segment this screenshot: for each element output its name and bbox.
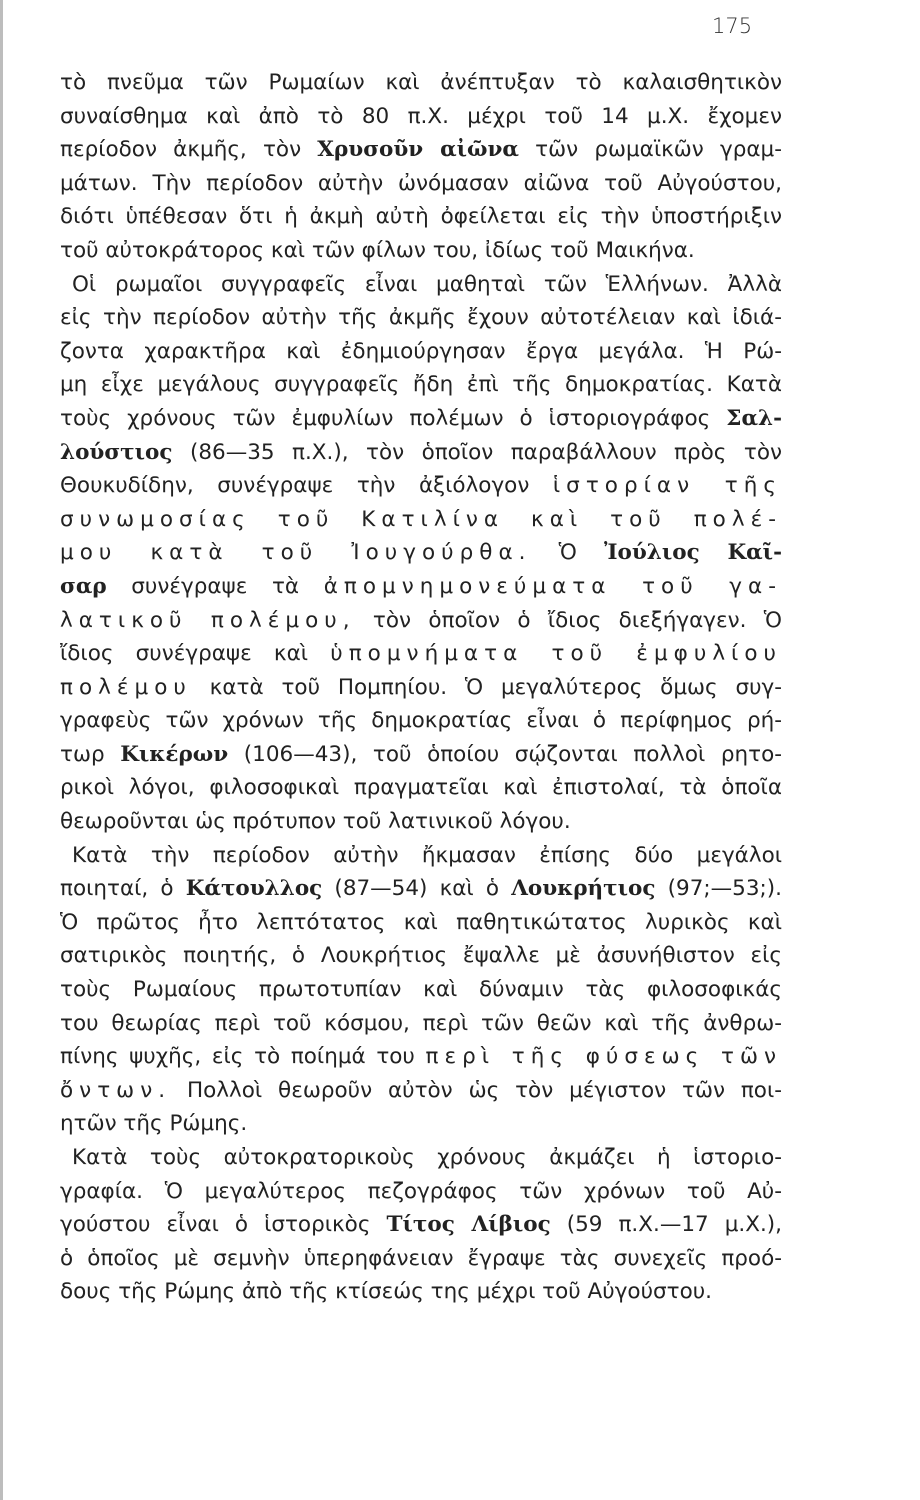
text-line	[60, 1242, 782, 1276]
text-line	[60, 637, 782, 671]
text-segment: εἰς τὴν περίοδον αὐτὴν τῆς ἀκμῆς ἔχουν αὐτοτέλειαν καὶ ἰδιά-	[60, 305, 782, 331]
text-line	[60, 906, 782, 940]
text-segment: (59 π.Χ.—17 μ.Χ.),	[550, 1212, 783, 1238]
bold-term: Σαλ-	[726, 405, 782, 431]
text-segment: τὸν ὁποῖον ὁ ἴδιος διεξήγαγεν. Ὁ	[355, 607, 783, 633]
text-segment: γούστου εἶναι ὁ ἱστορικὸς	[60, 1212, 387, 1238]
text-segment: γραφία. Ὁ μεγαλύτερος πεζογράφος τῶν χρόνων τοῦ Αὐ-	[60, 1178, 782, 1204]
text-line	[60, 301, 782, 335]
text-line	[60, 1175, 782, 1209]
text-segment: Ὁ πρῶτος ἦτο λεπτότατος καὶ παθητικώτατος λυρικὸς καὶ	[60, 909, 782, 935]
text-line	[60, 1208, 782, 1242]
page-number: 175	[712, 14, 753, 38]
text-segment: του θεωρίας περὶ τοῦ κόσμου, περὶ τῶν θεῶν καὶ τῆς ἀνθρω-	[60, 1010, 782, 1036]
spaced-title: ἱστορίαν τῆς	[552, 473, 782, 499]
text-segment: (86—35 π.Χ.), τὸν ὁποῖον παραβάλλουν πρὸς τὸν	[172, 439, 782, 465]
text-segment: ζοντα χαρακτῆρα καὶ ἐδημιούργησαν ἔργα μεγάλα. Ἡ Ρώ-	[60, 338, 782, 364]
text-segment: τοὺς χρόνους τῶν ἐμφυλίων πολέμων ὁ ἱστοριογράφος	[60, 405, 727, 431]
text-segment: διότι ὑπέθεσαν ὅτι ἡ ἀκμὴ αὐτὴ ὀφείλεται εἰς τὴν ὑποστήριξιν	[60, 204, 782, 230]
spaced-title: ὄντων.	[60, 1077, 172, 1103]
text-segment: μάτων. Τὴν περίοδον αὐτὴν ὠνόμασαν αἰῶνα τοῦ Αὐγούστου,	[60, 170, 782, 196]
text-segment: τοὺς Ρωμαίους πρωτοτυπίαν καὶ δύναμιν τὰς φιλοσοφικάς	[60, 977, 782, 1003]
text-line	[60, 1040, 782, 1074]
text-segment: Οἱ ρωμαῖοι συγγραφεῖς εἶναι μαθηταὶ τῶν Ἑλλήνων. Ἀλλὰ	[72, 271, 782, 297]
text-segment: Ὁ	[531, 540, 604, 566]
spaced-title: ὑπομνήματα τοῦ ἐμφυλίου	[330, 641, 782, 667]
text-segment: γραφεὺς τῶν χρόνων τῆς δημοκρατίας εἶναι ὁ περίφημος ρή-	[60, 708, 782, 734]
text-line	[60, 268, 782, 302]
text-line	[60, 771, 782, 805]
text-segment: (97;—53;).	[655, 876, 782, 902]
text-line	[60, 1007, 782, 1041]
bold-term: Κάτουλλος	[185, 876, 323, 902]
text-segment: Πολλοὶ θεωροῦν αὐτὸν ὡς τὸν μέγιστον τῶν ποι-	[171, 1077, 782, 1103]
spaced-title: πολέμου	[60, 674, 192, 700]
text-segment: μη εἶχε μεγάλους συγγραφεῖς ἤδη ἐπὶ τῆς δημοκρατίας. Κατὰ	[60, 372, 782, 398]
text-segment: δους τῆς Ρώμης ἀπὸ τῆς κτίσεώς της μέχρι τοῦ Αὐγούστου.	[60, 1279, 713, 1305]
text-segment: συνέγραψε τὰ	[106, 573, 324, 599]
text-segment: τὸ πνεῦμα τῶν Ρωμαίων καὶ ἀνέπτυξαν τὸ καλαισθητικὸν	[60, 70, 782, 95]
text-line	[60, 973, 782, 1007]
bold-term: Ἰούλιος Καῖ-	[603, 540, 783, 566]
spaced-title: συνωμοσίας τοῦ Κατιλίνα καὶ τοῦ πολέ-	[60, 506, 782, 532]
text-segment: τωρ	[60, 741, 121, 767]
spaced-title: ἀπομνημονεύματα τοῦ γα-	[323, 573, 783, 599]
bold-term: Χρυσοῦν αἰῶνα	[317, 137, 519, 163]
text-segment: ἴδιος συνέγραψε καὶ	[60, 641, 331, 667]
text-segment: συναίσθημα καὶ ἀπὸ τὸ 80 π.Χ. μέχρι τοῦ 14 μ.Χ. ἔχομεν	[60, 103, 782, 129]
text-line	[60, 604, 782, 638]
text-segment: κατὰ τοῦ Πομπηίου. Ὁ μεγαλύτερος ὅμως συγ-	[191, 674, 782, 700]
text-segment: τῶν ρωμαϊκῶν γραμ-	[518, 137, 782, 163]
text-line	[60, 872, 782, 906]
text-line	[60, 469, 782, 503]
text-segment: ρικοὶ λόγοι, φιλοσοφικαὶ πραγματεῖαι καὶ ἐπιστολαί, τὰ ὁποῖα	[60, 775, 782, 801]
text-line	[60, 234, 782, 268]
text-line	[60, 1141, 782, 1175]
text-line	[60, 1074, 782, 1108]
text-line	[60, 570, 782, 604]
text-segment: θεωροῦνται ὡς πρότυπον τοῦ λατινικοῦ λόγου.	[60, 809, 571, 835]
text-line	[60, 939, 782, 973]
text-segment: τοῦ αὐτοκράτορος καὶ τῶν φίλων του, ἰδίως τοῦ Μαικήνα.	[60, 237, 695, 263]
text-line	[60, 839, 782, 873]
text-segment: ὁ ὁποῖος μὲ σεμνὴν ὑπερηφάνειαν ἔγραψε τὰς συνεχεῖς προό-	[60, 1245, 782, 1271]
text-line	[60, 335, 782, 369]
text-line	[60, 167, 782, 201]
bold-term: σαρ	[60, 573, 107, 599]
text-line	[60, 1275, 782, 1309]
text-line	[60, 738, 782, 772]
body-text	[60, 66, 782, 1309]
text-line	[60, 704, 782, 738]
text-line	[60, 402, 782, 436]
bold-term: Κικέρων	[120, 741, 229, 767]
text-segment: (106—43), τοῦ ὁποίου σῴζονται πολλοὶ ρητο-	[228, 741, 783, 767]
spaced-title: περὶ τῆς φύσεως τῶν	[425, 1044, 783, 1070]
page-edge-shadow	[0, 0, 3, 1500]
text-line	[60, 805, 782, 839]
text-line	[60, 133, 782, 167]
text-segment: Κατὰ τοὺς αὐτοκρατορικοὺς χρόνους ἀκμάζει ἡ ἱστοριο-	[72, 1145, 782, 1170]
bold-term: Τίτος Λίβιος	[386, 1212, 551, 1238]
text-line	[60, 100, 782, 134]
text-segment: ητῶν τῆς Ρώμης.	[60, 1111, 248, 1137]
text-segment: Κατὰ τὴν περίοδον αὐτὴν ἤκμασαν ἐπίσης δύο μεγάλοι	[72, 842, 782, 868]
text-segment: πίνης ψυχῆς, εἰς τὸ ποίημά του	[60, 1044, 426, 1070]
text-line	[60, 200, 782, 234]
text-segment: σατιρικὸς ποιητής, ὁ Λουκρήτιος ἔψαλλε μὲ ἀσυνήθιστον εἰς	[60, 943, 782, 969]
text-line	[60, 1107, 782, 1141]
text-line	[60, 368, 782, 402]
text-segment: (87—54) καὶ ὁ	[322, 876, 512, 902]
text-line	[60, 436, 782, 470]
text-line	[60, 503, 782, 537]
spaced-title: λατικοῦ πολέμου,	[60, 607, 356, 633]
bold-term: Λουκρήτιος	[511, 876, 656, 902]
text-line	[60, 66, 782, 100]
text-line	[60, 536, 782, 570]
bold-term: λούστιος	[60, 439, 173, 465]
text-segment: περίοδον ἀκμῆς, τὸν	[60, 137, 318, 163]
text-segment: ποιηταί, ὁ	[60, 876, 186, 902]
text-segment: Θουκυδίδην, συνέγραψε τὴν ἀξιόλογον	[60, 473, 553, 499]
spaced-title: μου κατὰ τοῦ Ἰουγούρθα.	[60, 540, 532, 566]
text-line	[60, 671, 782, 705]
